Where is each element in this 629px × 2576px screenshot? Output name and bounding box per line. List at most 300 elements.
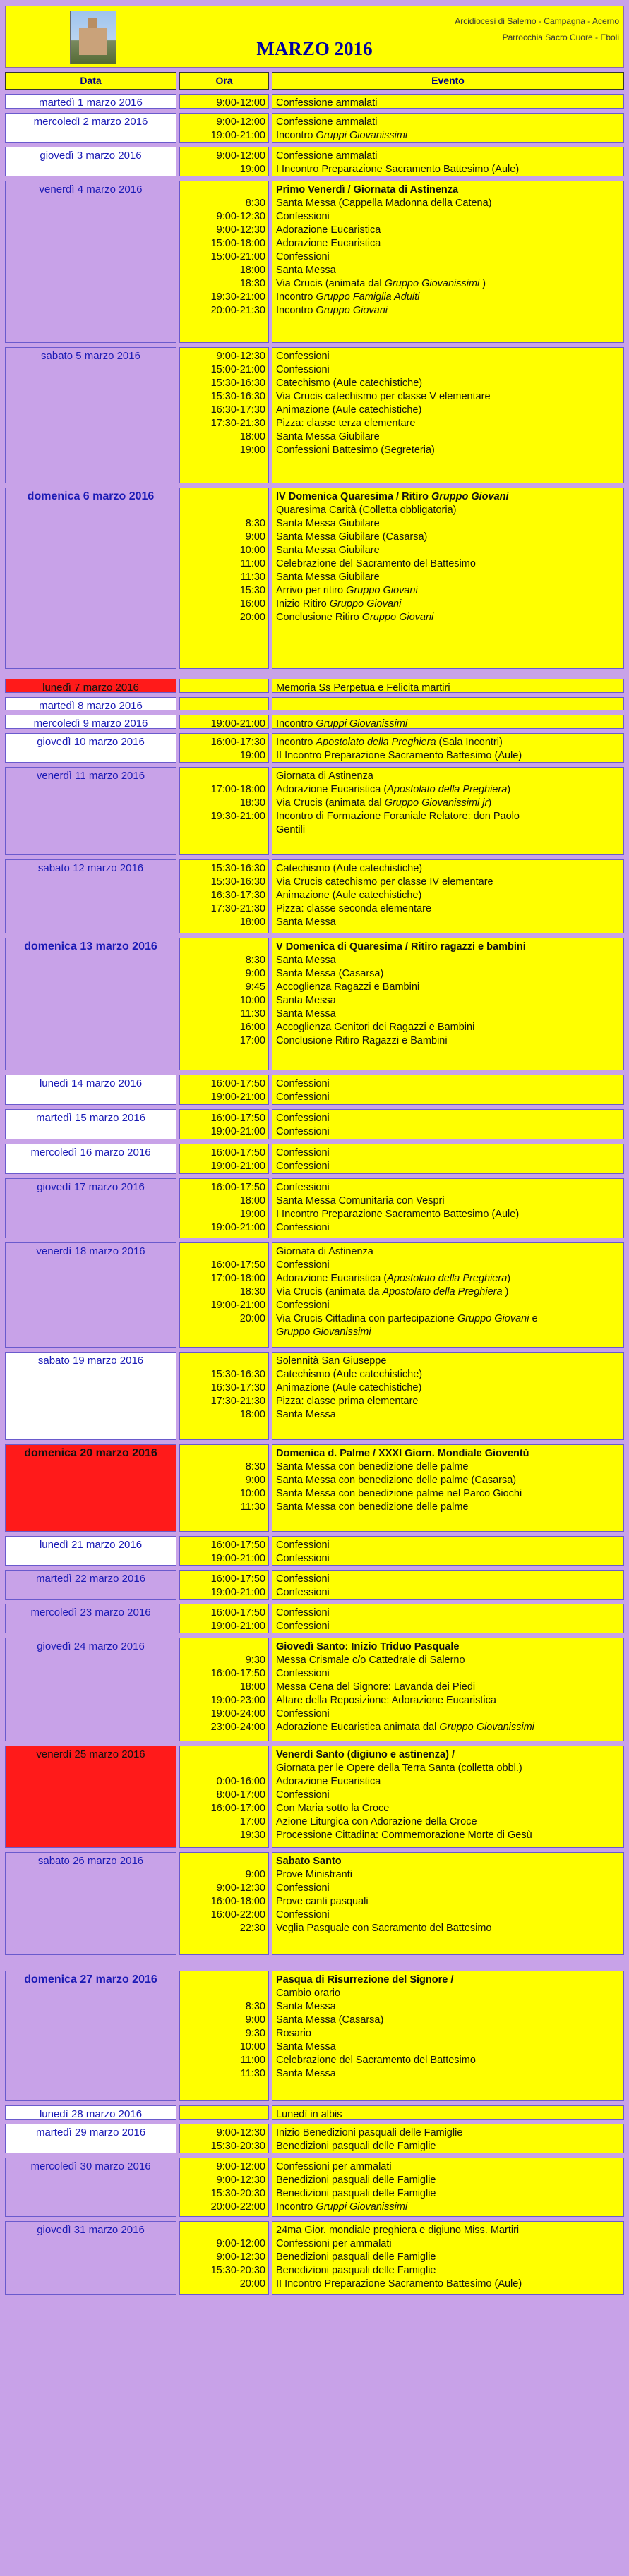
event-time: 8:30 — [245, 2001, 265, 2012]
date-cell — [5, 1444, 176, 1532]
event-text: Incontro Gruppo Famiglia Adulti — [276, 291, 420, 303]
table-row — [5, 1638, 624, 1741]
table-row — [5, 859, 624, 933]
event-cell — [272, 488, 624, 669]
event-text: Messa Cena del Signore: Lavanda dei Piedi — [276, 1681, 476, 1693]
table-row — [5, 1536, 624, 1566]
parish-name: Parrocchia Sacro Cuore - Eboli — [502, 32, 619, 42]
date-label: sabato 26 marzo 2016 — [37, 1855, 144, 1867]
date-label: giovedì 10 marzo 2016 — [37, 736, 145, 748]
event-time: 18:00 — [239, 1409, 265, 1420]
table-row — [5, 1604, 624, 1633]
event-time: 17:30-21:30 — [210, 1396, 265, 1407]
event-text: II Incontro Preparazione Sacramento Battesimo (Aule) — [276, 2278, 522, 2290]
event-cell — [272, 181, 624, 343]
date-label: lunedì 21 marzo 2016 — [39, 1539, 143, 1551]
date-label: domenica 6 marzo 2016 — [27, 490, 155, 502]
event-text: Arrivo per ritiro Gruppo Giovani — [276, 585, 418, 596]
event-time: 9:00-12:00 — [216, 150, 265, 162]
event-text: Veglia Pasquale con Sacramento del Battesimo — [276, 1923, 492, 1934]
event-text: Santa Messa con benedizione delle palme (Casarsa) — [276, 1475, 517, 1486]
event-time: 15:30 — [239, 585, 265, 596]
event-time: 16:30-17:30 — [210, 1382, 265, 1393]
event-time: 18:00 — [239, 1195, 265, 1207]
date-label: sabato 12 marzo 2016 — [37, 862, 144, 874]
event-time: 9:00 — [245, 968, 265, 979]
event-time: 18:00 — [239, 265, 265, 276]
event-time: 16:00-17:50 — [210, 1573, 265, 1585]
event-time: 11:30 — [240, 572, 265, 583]
date-cell — [5, 1971, 176, 2101]
event-time — [180, 1987, 268, 2000]
event-text: Confessioni — [276, 1259, 330, 1271]
event-time: 15:30-16:30 — [210, 391, 265, 402]
event-text: Confessioni — [276, 1573, 330, 1585]
event-time: 16:30-17:30 — [210, 890, 265, 901]
time-cell — [179, 1971, 269, 2101]
date-cell — [5, 1178, 176, 1238]
event-time: 20:00-22:00 — [210, 2201, 265, 2213]
event-text: Solennità San Giuseppe — [276, 1355, 387, 1367]
table-row — [5, 113, 624, 143]
event-time — [180, 941, 268, 954]
event-time: 19:00 — [239, 750, 265, 761]
table-row — [5, 2221, 624, 2295]
date-label: giovedì 3 marzo 2016 — [40, 150, 142, 162]
event-cell — [272, 2221, 624, 2295]
event-time: 8:30 — [245, 955, 265, 966]
table-row — [5, 2158, 624, 2217]
table-row — [5, 1178, 624, 1238]
event-text: Adorazione Eucaristica (Apostolato della Preghiera) — [276, 1273, 511, 1284]
event-cell — [272, 1570, 624, 1600]
event-time: 19:00-21:00 — [210, 1126, 265, 1137]
diocese-name: Arcidiocesi di Salerno - Campagna - Acerno — [455, 16, 619, 26]
event-text: II Incontro Preparazione Sacramento Battesimo (Aule) — [276, 750, 522, 761]
event-text: Pizza: classe prima elementare — [276, 1396, 419, 1407]
event-time: 20:00 — [239, 2278, 265, 2290]
time-cell — [179, 1746, 269, 1848]
event-time: 9:00-12:00 — [216, 2161, 265, 2172]
event-text: Celebrazione del Sacramento del Battesimo — [276, 558, 476, 569]
time-cell — [179, 859, 269, 933]
event-time: 19:00-23:00 — [210, 1695, 265, 1706]
event-text: Incontro Gruppi Giovanissimi — [276, 130, 408, 141]
event-text: I Incontro Preparazione Sacramento Battesimo (Aule) — [276, 164, 520, 175]
event-cell — [272, 1075, 624, 1105]
event-text: Cambio orario — [276, 1988, 341, 1999]
table-row — [5, 1352, 624, 1440]
event-time: 16:00-17:50 — [210, 1668, 265, 1679]
event-text: Via Crucis (animata da Apostolato della Preghiera ) — [276, 1286, 509, 1298]
event-cell — [272, 1746, 624, 1848]
event-text: Pizza: classe seconda elementare — [276, 903, 432, 914]
event-time: 9:00-12:30 — [216, 2175, 265, 2186]
event-text: Confessioni — [276, 1621, 330, 1632]
date-label: lunedì 28 marzo 2016 — [39, 2108, 143, 2120]
event-cell — [272, 1352, 624, 1440]
event-time: 22:30 — [239, 1923, 265, 1934]
table-row — [5, 733, 624, 763]
event-text: Confessioni — [276, 351, 330, 362]
event-cell — [272, 679, 624, 693]
event-time: 9:00 — [245, 1869, 265, 1880]
event-time: 19:30-21:00 — [210, 291, 265, 303]
date-cell — [5, 715, 176, 729]
event-time: 19:00-21:00 — [210, 1587, 265, 1598]
event-time: 19:00-21:00 — [210, 130, 265, 141]
date-cell — [5, 1604, 176, 1633]
event-text: I Incontro Preparazione Sacramento Battesimo (Aule) — [276, 1209, 520, 1220]
table-header — [5, 72, 624, 91]
event-time: 9:00-12:30 — [216, 2251, 265, 2263]
event-time — [180, 490, 268, 504]
date-cell — [5, 1144, 176, 1174]
event-text: Via Crucis Cittadina con partecipazione Gruppo Giovani e — [276, 1313, 538, 1324]
column-header-date: Data — [5, 72, 176, 90]
event-cell — [272, 1109, 624, 1139]
event-text: Santa Messa con benedizione delle palme — [276, 1461, 469, 1473]
event-time: 16:30-17:30 — [210, 404, 265, 416]
event-time — [180, 1245, 268, 1259]
event-time: 9:00-12:30 — [216, 1882, 265, 1894]
event-time — [180, 504, 268, 517]
event-text: Gentili — [276, 824, 306, 835]
event-text: Santa Messa — [276, 265, 336, 276]
date-cell — [5, 94, 176, 109]
event-time: 19:00-21:00 — [210, 1300, 265, 1311]
event-time: 20:00 — [239, 1313, 265, 1324]
event-time: 9:00 — [245, 2014, 265, 2026]
event-text: Giornata di Astinenza — [276, 1246, 373, 1257]
event-time — [180, 1748, 268, 1762]
event-text: Santa Messa Giubilare — [276, 545, 380, 556]
event-text: Incontro Gruppi Giovanissimi — [276, 718, 408, 730]
table-row — [5, 1971, 624, 2101]
time-cell — [179, 1075, 269, 1105]
table-row — [5, 1852, 624, 1955]
event-time: 11:30 — [240, 1008, 265, 1020]
event-text: IV Domenica Quaresima / Ritiro Gruppo Giovani — [276, 491, 509, 502]
event-text: Confessioni — [276, 1126, 330, 1137]
event-time: 11:00 — [240, 558, 265, 569]
table-row — [5, 1075, 624, 1105]
event-text: Adorazione Eucaristica — [276, 238, 381, 249]
time-cell — [179, 1638, 269, 1741]
event-time: 17:30-21:30 — [210, 903, 265, 914]
time-cell — [179, 2221, 269, 2295]
event-text: Conclusione Ritiro Gruppo Giovani — [276, 612, 434, 623]
event-time: 16:00-17:50 — [210, 1259, 265, 1271]
date-cell — [5, 938, 176, 1070]
event-text: Confessioni — [276, 1789, 330, 1801]
time-cell — [179, 113, 269, 143]
event-text: Primo Venerdì / Giornata di Astinenza — [276, 184, 459, 195]
time-cell — [179, 1852, 269, 1955]
event-time: 19:30 — [239, 1830, 265, 1841]
event-time: 9:45 — [245, 981, 265, 993]
date-cell — [5, 2158, 176, 2217]
event-cell — [272, 2105, 624, 2120]
event-text: Confessioni — [276, 364, 330, 375]
date-cell — [5, 347, 176, 483]
event-text: Accoglienza Genitori dei Ragazzi e Bambini — [276, 1022, 475, 1033]
page — [5, 6, 624, 2295]
event-time: 8:30 — [245, 1461, 265, 1473]
event-text: Lunedì in albis — [276, 2109, 342, 2120]
date-label: sabato 5 marzo 2016 — [41, 350, 140, 362]
event-time: 17:00 — [239, 1035, 265, 1046]
event-text: Processione Cittadina: Commemorazione Morte di Gesù — [276, 1830, 532, 1841]
date-label: lunedì 14 marzo 2016 — [39, 1077, 143, 1089]
event-cell — [272, 1144, 624, 1174]
event-text: Accoglienza Ragazzi e Bambini — [276, 981, 420, 993]
event-text: Santa Messa (Casarsa) — [276, 2014, 384, 2026]
event-text: Confessioni — [276, 1078, 330, 1089]
event-time: 9:00 — [245, 531, 265, 543]
event-text: Confessioni — [276, 1147, 330, 1159]
event-time: 19:00 — [239, 164, 265, 175]
event-time: 16:00-17:50 — [210, 1113, 265, 1124]
event-text: Inizio Benedizioni pasquali delle Famiglie — [276, 2127, 463, 2139]
event-time: 17:00-18:00 — [210, 784, 265, 795]
time-cell — [179, 715, 269, 729]
table-row — [5, 488, 624, 669]
event-time — [180, 1762, 268, 1775]
event-cell — [272, 938, 624, 1070]
date-cell — [5, 2124, 176, 2153]
date-label: giovedì 24 marzo 2016 — [37, 1640, 145, 1652]
date-label: mercoledì 16 marzo 2016 — [30, 1147, 151, 1159]
event-text: Animazione (Aule catechistiche) — [276, 404, 422, 416]
event-text: Animazione (Aule catechistiche) — [276, 1382, 422, 1393]
event-text: Incontro Gruppi Giovanissimi — [276, 2201, 408, 2213]
date-cell — [5, 859, 176, 933]
event-text: Confessione ammalati — [276, 97, 378, 109]
event-text: Santa Messa con benedizione delle palme — [276, 1501, 469, 1513]
event-time: 15:30-20:30 — [210, 2188, 265, 2199]
event-text: Con Maria sotto la Croce — [276, 1803, 390, 1814]
event-text: Memoria Ss Perpetua e Felicita martiri — [276, 682, 450, 694]
event-text: Adorazione Eucaristica — [276, 1776, 381, 1787]
table-row — [5, 1109, 624, 1139]
event-time — [180, 2108, 268, 2122]
event-time: 16:00-18:00 — [210, 1896, 265, 1907]
event-time: 16:00-17:00 — [210, 1803, 265, 1814]
event-time: 16:00-17:50 — [210, 1078, 265, 1089]
event-text: Santa Messa — [276, 955, 336, 966]
date-cell — [5, 1746, 176, 1848]
event-time: 15:30-20:30 — [210, 2141, 265, 2152]
table-row — [5, 347, 624, 483]
event-cell — [272, 347, 624, 483]
event-time: 16:00 — [239, 598, 265, 610]
event-text: Benedizioni pasquali delle Famiglie — [276, 2188, 436, 2199]
event-cell — [272, 2124, 624, 2153]
date-label: domenica 13 marzo 2016 — [24, 941, 157, 953]
event-cell — [272, 113, 624, 143]
date-label: giovedì 17 marzo 2016 — [37, 1181, 145, 1193]
event-text: Sabato Santo — [276, 1856, 342, 1867]
event-text: Confessioni — [276, 1607, 330, 1619]
date-label: mercoledì 30 marzo 2016 — [30, 2160, 151, 2172]
event-text: Confessioni — [276, 1668, 330, 1679]
time-cell — [179, 2105, 269, 2120]
event-text: Confessioni — [276, 1092, 330, 1103]
event-time: 16:00-17:30 — [210, 737, 265, 748]
date-label: giovedì 31 marzo 2016 — [37, 2224, 145, 2236]
event-time: 17:00-18:00 — [210, 1273, 265, 1284]
event-time: 16:00 — [239, 1022, 265, 1033]
date-label: martedì 1 marzo 2016 — [39, 97, 143, 109]
event-cell — [272, 1178, 624, 1238]
time-cell — [179, 1352, 269, 1440]
time-cell — [179, 1604, 269, 1633]
date-cell — [5, 767, 176, 855]
table-row — [5, 697, 624, 710]
event-time: 15:30-16:30 — [210, 1369, 265, 1380]
table-row — [5, 1144, 624, 1174]
event-text: Santa Messa — [276, 2068, 336, 2079]
event-text: Confessioni per ammalati — [276, 2161, 392, 2172]
event-text: Via Crucis catechismo per classe IV elementare — [276, 876, 493, 888]
date-label: venerdì 18 marzo 2016 — [36, 1245, 145, 1257]
event-cell — [272, 1444, 624, 1532]
event-time: 15:30-16:30 — [210, 863, 265, 874]
table-row — [5, 938, 624, 1070]
event-text: Santa Messa Comunitaria con Vespri — [276, 1195, 445, 1207]
event-time: 9:30 — [245, 2028, 265, 2039]
event-time: 8:30 — [245, 198, 265, 209]
event-time: 10:00 — [239, 2041, 265, 2052]
event-cell — [272, 1604, 624, 1633]
event-time: 15:30-16:30 — [210, 876, 265, 888]
event-text: Benedizioni pasquali delle Famiglie — [276, 2265, 436, 2276]
event-time — [180, 770, 268, 783]
date-label: venerdì 4 marzo 2016 — [39, 183, 143, 195]
event-time: 10:00 — [239, 995, 265, 1006]
event-time: 18:00 — [239, 431, 265, 442]
event-text: Quaresima Carità (Colletta obbligatoria) — [276, 504, 457, 516]
time-cell — [179, 767, 269, 855]
time-cell — [179, 1144, 269, 1174]
event-time: 16:00-17:50 — [210, 1147, 265, 1159]
event-time: 16:00-17:50 — [210, 1182, 265, 1193]
event-text: Santa Messa (Cappella Madonna della Catena) — [276, 198, 492, 209]
table-row — [5, 1570, 624, 1600]
event-time: 18:30 — [239, 1286, 265, 1298]
date-cell — [5, 488, 176, 669]
event-time: 10:00 — [239, 545, 265, 556]
time-cell — [179, 94, 269, 109]
event-cell — [272, 147, 624, 176]
date-cell — [5, 1536, 176, 1566]
table-row — [5, 181, 624, 343]
column-header-time: Ora — [179, 72, 269, 90]
event-time: 15:00-21:00 — [210, 251, 265, 262]
date-label: martedì 29 marzo 2016 — [35, 2127, 146, 2139]
event-text: Confessioni — [276, 1222, 330, 1233]
event-time: 15:30-20:30 — [210, 2265, 265, 2276]
event-cell — [272, 1242, 624, 1348]
event-text: Confessioni — [276, 1909, 330, 1921]
event-text: Confessioni — [276, 1161, 330, 1172]
time-cell — [179, 938, 269, 1070]
event-text: Santa Messa — [276, 917, 336, 928]
event-text: Santa Messa Giubilare — [276, 518, 380, 529]
event-text: Messa Crismale c/o Cattedrale di Salerno — [276, 1655, 465, 1666]
event-time: 9:00-12:00 — [216, 2238, 265, 2249]
event-time: 15:00-18:00 — [210, 238, 265, 249]
page-title: MARZO 2016 — [256, 38, 373, 59]
event-text: Animazione (Aule catechistiche) — [276, 890, 422, 901]
event-cell — [272, 767, 624, 855]
event-text: Catechismo (Aule catechistiche) — [276, 377, 423, 389]
calendar-header — [5, 6, 624, 68]
time-cell — [179, 1109, 269, 1139]
event-time: 19:00 — [239, 445, 265, 456]
event-cell — [272, 2158, 624, 2217]
time-cell — [179, 147, 269, 176]
event-time: 19:00-24:00 — [210, 1708, 265, 1719]
table-row — [5, 1242, 624, 1348]
event-time: 19:30-21:00 — [210, 811, 265, 822]
event-time: 9:00-12:00 — [216, 97, 265, 109]
event-cell — [272, 1971, 624, 2101]
event-text: V Domenica di Quaresima / Ritiro ragazzi e bambini — [276, 941, 526, 953]
event-cell — [272, 697, 624, 710]
date-label: martedì 8 marzo 2016 — [39, 700, 143, 712]
event-text: Confessioni — [276, 1300, 330, 1311]
event-text: Confessioni — [276, 1182, 330, 1193]
table-row — [5, 2105, 624, 2120]
event-text: Santa Messa — [276, 2001, 336, 2012]
event-text: Santa Messa (Casarsa) — [276, 968, 384, 979]
date-cell — [5, 181, 176, 343]
event-text: Santa Messa — [276, 2041, 336, 2052]
event-text: 24ma Gior. mondiale preghiera e digiuno Miss. Martiri — [276, 2225, 520, 2236]
event-text: Confessioni — [276, 1113, 330, 1124]
event-time: 9:00-12:30 — [216, 224, 265, 236]
time-cell — [179, 697, 269, 710]
event-time — [180, 1326, 268, 1339]
event-text: Venerdì Santo (digiuno e astinenza) / — [276, 1749, 455, 1760]
event-time: 18:00 — [239, 917, 265, 928]
date-label: domenica 20 marzo 2016 — [24, 1447, 157, 1459]
event-time: 10:00 — [239, 1488, 265, 1499]
event-text: Pizza: classe terza elementare — [276, 418, 416, 429]
event-text: Confessioni — [276, 1708, 330, 1719]
event-time: 20:00-21:30 — [210, 305, 265, 316]
date-label: sabato 19 marzo 2016 — [37, 1355, 144, 1367]
event-text: Confessioni — [276, 251, 330, 262]
event-time: 0:00-16:00 — [216, 1776, 265, 1787]
event-text: Catechismo (Aule catechistiche) — [276, 863, 423, 874]
event-time: 23:00-24:00 — [210, 1722, 265, 1733]
event-time — [180, 823, 268, 837]
event-text: Giornata per le Opere della Terra Santa (colletta obbl.) — [276, 1762, 522, 1774]
date-cell — [5, 147, 176, 176]
date-label: domenica 27 marzo 2016 — [24, 1973, 157, 1985]
event-time: 19:00-21:00 — [210, 1553, 265, 1564]
event-text: Celebrazione del Sacramento del Battesimo — [276, 2055, 476, 2066]
event-text: Via Crucis (animata dal Gruppo Giovanissimi ) — [276, 278, 486, 289]
event-text: Adorazione Eucaristica — [276, 224, 381, 236]
event-text: Azione Liturgica con Adorazione della Croce — [276, 1816, 477, 1827]
event-time — [180, 183, 268, 197]
event-time: 17:00 — [239, 1816, 265, 1827]
time-cell — [179, 347, 269, 483]
